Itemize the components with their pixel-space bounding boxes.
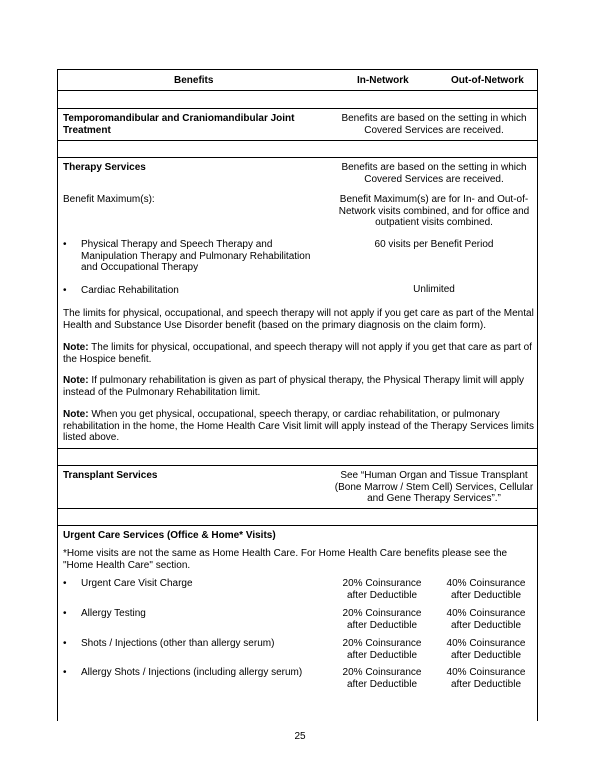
header-benefits: Benefits [174, 75, 214, 86]
urgent-row-in-line2: after Deductible [346, 589, 418, 601]
transplant-value-line2: (Bone Marrow / Stem Cell) Services, Cellular [334, 481, 534, 493]
header-out-network: Out-of-Network [451, 75, 524, 86]
divider [57, 508, 538, 509]
divider [57, 90, 538, 91]
urgent-row-in-line1: 20% Coinsurance [342, 638, 422, 649]
urgent-row-in-line2: after Deductible [346, 678, 418, 690]
urgent-row-out-line1: 40% Coinsurance [446, 578, 526, 589]
therapy-value-line1: Benefits are based on the setting in which [341, 162, 527, 173]
benefit-maximum-line2: Network visits combined, and for office and [338, 205, 530, 217]
therapy-note2 [63, 375, 535, 398]
note-label: Note: [63, 375, 89, 386]
tmj-title-line2: Treatment [63, 124, 111, 136]
urgent-row-out-line1: 40% Coinsurance [446, 608, 526, 619]
urgent-row-label: Allergy Testing [81, 608, 146, 619]
therapy-item2-label: Cardiac Rehabilitation [81, 285, 179, 296]
urgent-note-line2: "Home Health Care" section. [63, 559, 191, 571]
urgent-title: Urgent Care Services (Office & Home* Visits) [63, 530, 276, 541]
urgent-row-in-line1: 20% Coinsurance [342, 578, 422, 589]
therapy-item1-line1: Physical Therapy and Speech Therapy and [81, 239, 273, 250]
benefit-maximum-line3: outpatient visits combined. [375, 217, 493, 228]
urgent-row-in-line2: after Deductible [346, 619, 418, 631]
divider [57, 465, 538, 466]
bullet-icon: • [63, 239, 67, 250]
transplant-value-line1: See “Human Organ and Tissue Transplant [340, 470, 528, 481]
urgent-row-out-line2: after Deductible [450, 649, 522, 661]
tmj-value-line2: Covered Services are received. [364, 124, 504, 136]
transplant-title: Transplant Services [63, 470, 158, 481]
note-text: The limits for physical, occupational, and speech therapy will not apply if you get that care as part of the Hospice benefit. [63, 342, 532, 365]
divider [57, 525, 538, 526]
divider [57, 448, 538, 449]
note-text: When you get physical, occupational, speech therapy, or cardiac rehabilitation, or pulmonary rehabilitation in the home, the Home Health Care Visit limit will apply instead of the Therapy Services limits listed above. [63, 409, 534, 443]
therapy-value-line2: Covered Services are received. [364, 173, 504, 185]
bullet-icon: • [63, 638, 67, 649]
bullet-icon: • [63, 608, 67, 619]
bullet-icon: • [63, 285, 67, 296]
urgent-row-label: Shots / Injections (other than allergy serum) [81, 638, 275, 649]
bullet-icon: • [63, 667, 67, 678]
urgent-row-in-line1: 20% Coinsurance [342, 608, 422, 619]
urgent-row-label: Allergy Shots / Injections (including allergy serum) [81, 667, 303, 678]
urgent-row-label: Urgent Care Visit Charge [81, 578, 193, 589]
therapy-item2-value: Unlimited [413, 284, 455, 295]
divider [57, 140, 538, 141]
tmj-value-line1: Benefits are based on the setting in which [341, 113, 527, 124]
urgent-note-line1: *Home visits are not the same as Home Health Care. For Home Health Care benefits please see the [63, 548, 508, 559]
tmj-title-line1: Temporomandibular and Craniomandibular Joint [63, 113, 295, 124]
therapy-note1 [63, 342, 535, 365]
note-label: Note: [63, 342, 89, 353]
therapy-item1-value: 60 visits per Benefit Period [374, 239, 494, 250]
bullet-icon: • [63, 578, 67, 589]
urgent-row-out-line2: after Deductible [450, 619, 522, 631]
urgent-row-out-line1: 40% Coinsurance [446, 638, 526, 649]
urgent-row-in-line1: 20% Coinsurance [342, 667, 422, 678]
therapy-note3 [63, 409, 535, 444]
therapy-title: Therapy Services [63, 162, 146, 173]
page-number: 25 [294, 731, 306, 742]
urgent-row-out-line2: after Deductible [450, 678, 522, 690]
note-label: Note: [63, 409, 89, 420]
therapy-paragraph: The limits for physical, occupational, and speech therapy will not apply if you get care as part of the Mental Health and Substance Use Disorder benefit (based on the primary diagnosis on the claim form). [63, 308, 534, 331]
urgent-row-out-line2: after Deductible [450, 589, 522, 601]
divider [57, 157, 538, 158]
therapy-item1-line3: and Occupational Therapy [81, 262, 199, 273]
urgent-row-in-line2: after Deductible [346, 649, 418, 661]
transplant-value-line3: and Gene Therapy Services”.” [367, 493, 501, 504]
note-text: If pulmonary rehabilitation is given as part of physical therapy, the Physical Therapy limit will apply instead of the Pulmonary Rehabilitation limit. [63, 375, 524, 398]
benefit-maximum-line1: Benefit Maximum(s) are for In- and Out-of- [339, 194, 529, 205]
benefit-maximum-label: Benefit Maximum(s): [63, 194, 155, 205]
header-in-network: In-Network [357, 75, 409, 86]
divider [57, 108, 538, 109]
therapy-item1-line2: Manipulation Therapy and Pulmonary Rehabilitation [81, 250, 311, 262]
urgent-row-out-line1: 40% Coinsurance [446, 667, 526, 678]
